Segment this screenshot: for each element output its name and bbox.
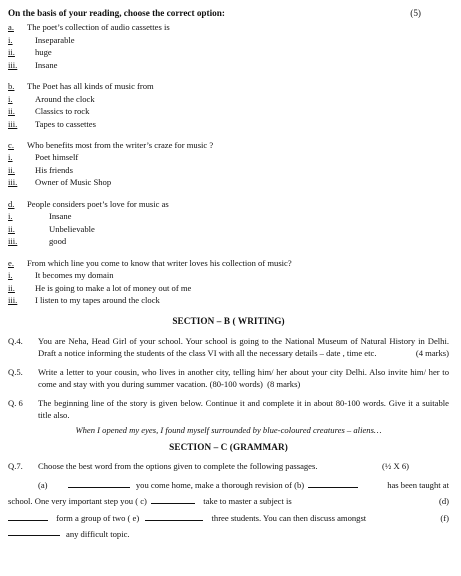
section-b-title: SECTION – B ( WRITING)	[172, 316, 285, 327]
question-marks: (½ X 6)	[382, 461, 409, 472]
question-label: e.	[8, 257, 14, 268]
option-label: iii.	[8, 236, 18, 247]
option-text: Around the clock	[35, 93, 95, 104]
passage-text: (f)	[440, 512, 449, 523]
option-label: iii.	[8, 59, 18, 70]
writing-question-5	[8, 366, 449, 391]
option-label: i.	[8, 93, 13, 104]
mcq-heading	[8, 7, 449, 20]
question-marks: (8 marks)	[267, 379, 301, 390]
question-text: The beginning line of the story is given below. Continue it and complete it in about 80-100 words. Give it a suitable title also.	[38, 397, 449, 421]
option-text: Insane	[49, 211, 72, 222]
mcq-question-e	[8, 257, 449, 307]
option-text: I listen to my tapes around the clock	[35, 294, 160, 305]
option-label: i.	[8, 270, 13, 281]
option-label: ii.	[8, 223, 15, 234]
grammar-question-7	[8, 460, 449, 472]
mcq-heading-title: On the basis of your reading, choose the correct option:	[8, 8, 225, 18]
answer-blank-d[interactable]	[8, 513, 48, 521]
option-text: Classics to rock	[35, 106, 90, 117]
option-label: ii.	[8, 106, 15, 117]
question-label: a.	[8, 22, 14, 33]
question-number: Q.5.	[8, 366, 23, 377]
passage-text: take to master a subject is	[203, 496, 292, 507]
option-text: Inseparable	[35, 34, 75, 45]
option-label: i.	[8, 211, 13, 222]
question-number: Q. 6	[8, 397, 23, 408]
story-beginning-line: When I opened my eyes, I found myself surrounded by blue-coloured creatures – aliens…	[75, 425, 382, 436]
mcq-heading-marks: (5)	[410, 8, 421, 18]
option-label: i.	[8, 152, 13, 163]
passage-text: three students. You can then discuss amongst	[211, 512, 367, 523]
passage-text: (d)	[438, 496, 449, 507]
answer-blank-f[interactable]	[8, 528, 60, 536]
option-text: Tapes to cassettes	[35, 118, 96, 129]
option-label: ii.	[8, 282, 15, 293]
answer-blank-b[interactable]	[308, 480, 358, 488]
section-c-title: SECTION – C (GRAMMAR)	[169, 441, 288, 452]
question-text: People considers poet’s love for music as	[27, 198, 169, 209]
passage-text: any difficult topic.	[66, 529, 130, 540]
mcq-question-b	[8, 80, 449, 130]
answer-blank-e[interactable]	[145, 513, 203, 521]
question-text: You are Neha, Head Girl of your school. Your school is going to the National Museum of Natural History in Delhi. Draft a notice informing the students of the class VI with all the necessary details – date , time etc.	[38, 335, 449, 359]
option-text: huge	[35, 47, 52, 58]
mcq-question-a	[8, 21, 449, 71]
option-text: Poet himself	[35, 152, 79, 163]
option-text: He is going to make a lot of money out of me	[35, 282, 192, 293]
question-label: b.	[8, 81, 15, 92]
option-label: ii.	[8, 47, 15, 58]
option-label: iii.	[8, 177, 18, 188]
question-text: The poet’s collection of audio cassettes is	[27, 22, 170, 33]
option-label: ii.	[8, 164, 15, 175]
question-marks: (4 marks)	[415, 348, 449, 359]
question-number: Q.7.	[8, 461, 23, 472]
option-text: Unbelievable	[49, 223, 95, 234]
question-text: Write a letter to your cousin, who lives in another city, telling him/ her about your city Delhi. Also invite him/ her to come and stay with you during summer vacation. (80-100 words)	[38, 366, 449, 390]
passage-text: you come home, make a thorough revision of (b)	[135, 479, 305, 490]
grammar-passage	[8, 479, 449, 541]
option-label: iii.	[8, 118, 18, 129]
option-text: His friends	[35, 164, 73, 175]
question-label: c.	[8, 139, 14, 150]
answer-blank-a[interactable]	[68, 480, 130, 488]
passage-text: has been taught at	[387, 479, 449, 490]
passage-text: (a)	[38, 479, 48, 490]
writing-question-6	[8, 397, 449, 422]
mcq-question-d	[8, 198, 449, 248]
passage-text: form a group of two ( e)	[56, 512, 140, 523]
question-label: d.	[8, 198, 15, 209]
answer-blank-c[interactable]	[151, 496, 195, 504]
question-text: Choose the best word from the options given to complete the following passages.	[38, 461, 318, 472]
writing-question-4	[8, 335, 449, 360]
option-label: i.	[8, 34, 13, 45]
option-text: good	[49, 236, 67, 247]
option-label: iii.	[8, 294, 18, 305]
passage-text: school. One very important step you ( c)	[8, 496, 147, 507]
question-number: Q.4.	[8, 335, 23, 346]
question-text: The Poet has all kinds of music from	[27, 81, 154, 92]
mcq-question-c	[8, 139, 449, 189]
option-text: Owner of Music Shop	[35, 177, 112, 188]
question-text: Who benefits most from the writer’s craze for music ?	[27, 139, 214, 150]
question-text: From which line you come to know that writer loves his collection of music?	[27, 257, 292, 268]
option-text: It becomes my domain	[35, 270, 114, 281]
passage-line	[8, 512, 449, 524]
passage-line	[8, 495, 449, 507]
passage-line	[38, 479, 449, 491]
option-text: Insane	[35, 59, 58, 70]
passage-line	[8, 528, 449, 540]
